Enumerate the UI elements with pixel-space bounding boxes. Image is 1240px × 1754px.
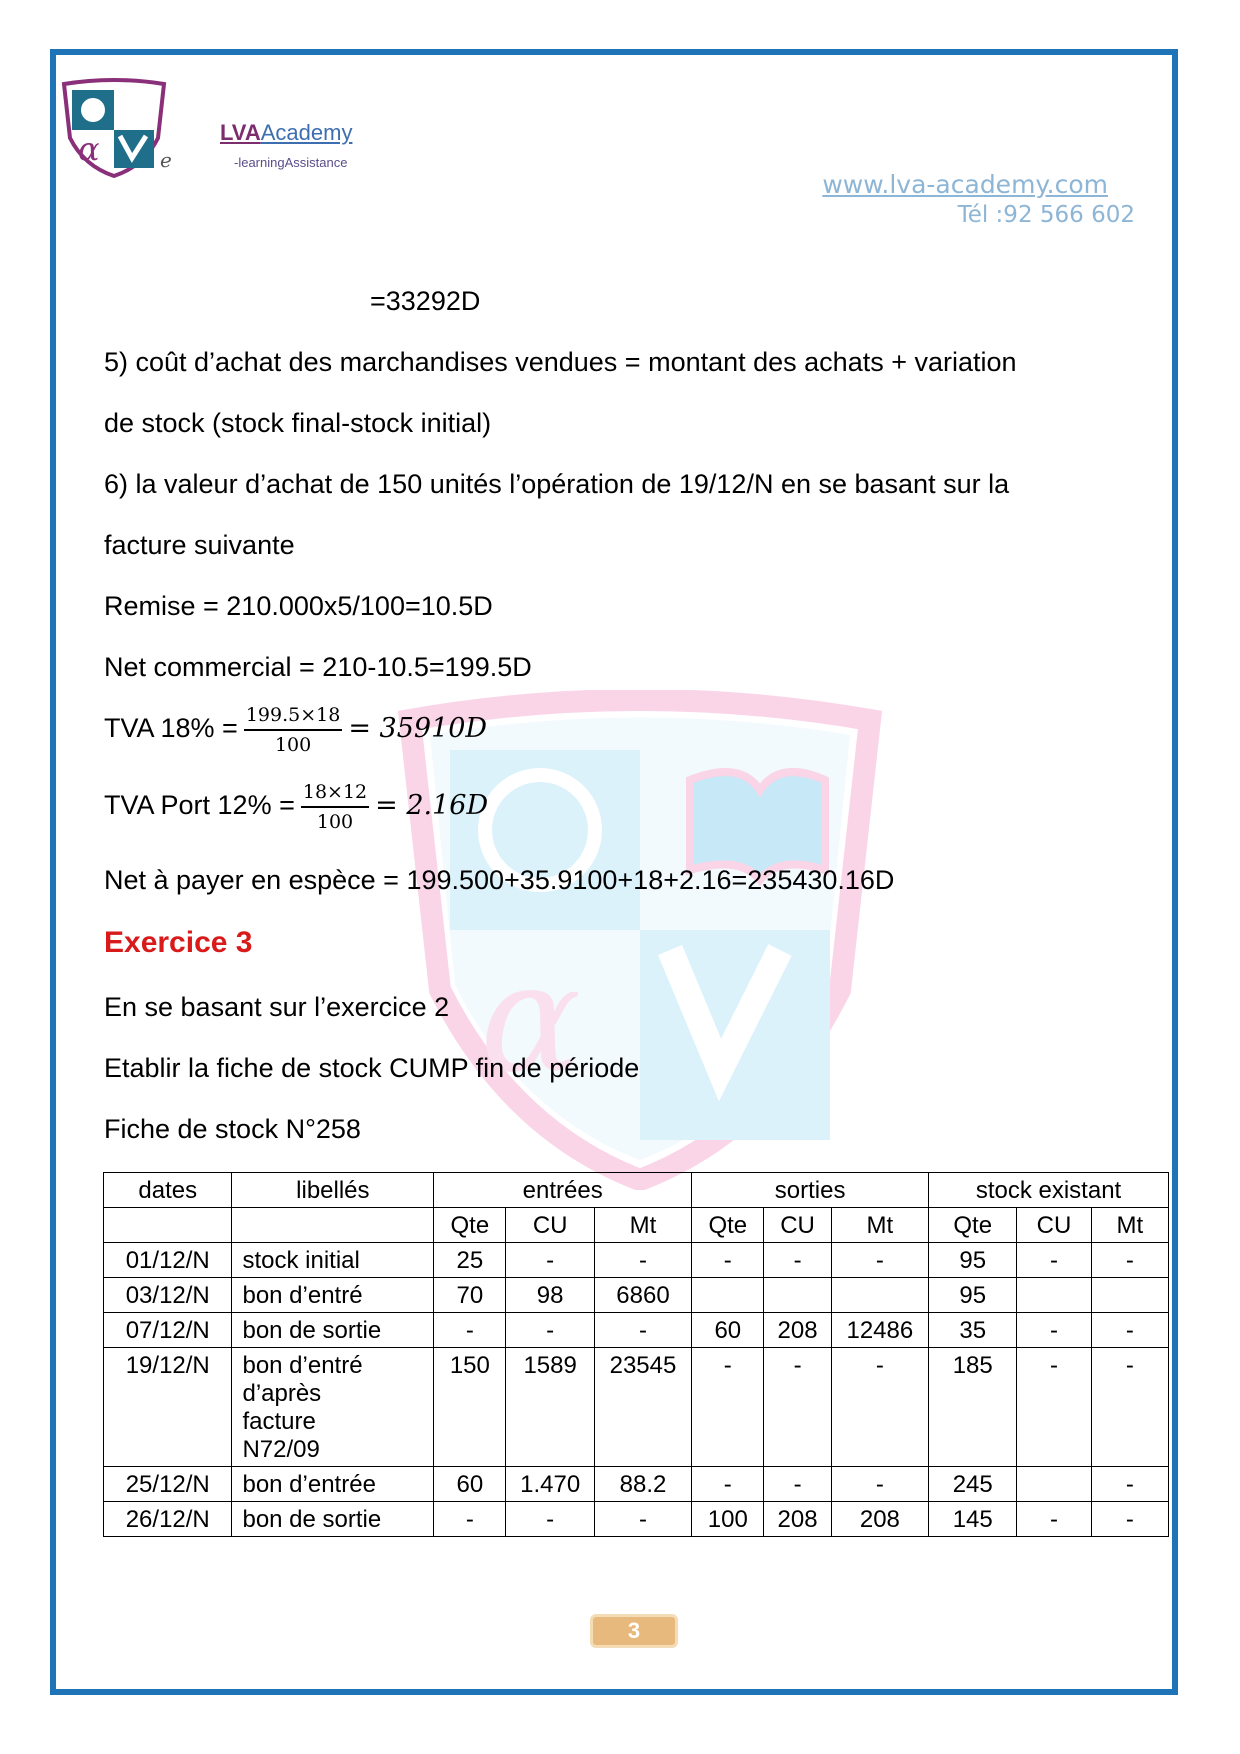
subheader-cell: Mt <box>831 1208 928 1243</box>
table-cell <box>104 1208 232 1243</box>
remise-line: Remise = 210.000x5/100=10.5D <box>104 591 493 621</box>
table-cell: 100 <box>692 1502 764 1537</box>
table-cell: 95 <box>929 1278 1017 1313</box>
table-cell: - <box>1091 1467 1168 1502</box>
phone-number: Tél :92 566 602 <box>957 202 1135 228</box>
date-cell: 03/12/N <box>104 1278 232 1313</box>
table-cell: - <box>506 1243 594 1278</box>
libelle-line: facture <box>242 1408 316 1435</box>
table-row <box>104 1243 1169 1278</box>
logo-letter: e <box>160 148 172 172</box>
libelle-cell <box>232 1348 434 1467</box>
page-number: 3 <box>590 1614 678 1648</box>
brand-name <box>220 120 352 146</box>
table-cell: 60 <box>692 1313 764 1348</box>
tva-port-line <box>104 781 488 833</box>
subheader-cell: Mt <box>1091 1208 1168 1243</box>
date-cell: 01/12/N <box>104 1243 232 1278</box>
table-cell: - <box>764 1348 831 1467</box>
table-cell: - <box>1091 1243 1168 1278</box>
header-libelles: libellés <box>232 1173 434 1208</box>
table-cell: - <box>831 1243 928 1278</box>
libelle-cell: bon de sortie <box>232 1313 434 1348</box>
table-cell: 6860 <box>594 1278 691 1313</box>
date-cell: 07/12/N <box>104 1313 232 1348</box>
table-subheader-row <box>104 1208 1169 1243</box>
lva-logo-icon <box>58 78 170 178</box>
table-cell: - <box>831 1467 928 1502</box>
subheader-cell: Qte <box>434 1208 506 1243</box>
table-cell: - <box>1017 1348 1091 1467</box>
table-row <box>104 1467 1169 1502</box>
table-cell: - <box>594 1243 691 1278</box>
table-cell: 150 <box>434 1348 506 1467</box>
tva-18-result: = 35910D <box>348 713 488 745</box>
table-cell: 208 <box>764 1313 831 1348</box>
table-cell: - <box>1091 1502 1168 1537</box>
brand-lva: LVA <box>220 120 261 145</box>
svg-text:α: α <box>480 932 582 1106</box>
table-header-row <box>104 1173 1169 1208</box>
header-entrees: entrées <box>434 1173 692 1208</box>
table-cell: - <box>434 1313 506 1348</box>
libelle-line: bon d’entré <box>242 1352 363 1379</box>
table-cell <box>831 1278 928 1313</box>
text-line-6: 6) la valeur d’achat de 150 unités l’opération de 19/12/N en se basant sur la <box>104 469 1010 499</box>
net-commercial-line: Net commercial = 210-10.5=199.5D <box>104 652 532 682</box>
libelle-cell: stock initial <box>232 1243 434 1278</box>
text-line-exo-1: En se basant sur l’exercice 2 <box>104 992 450 1022</box>
fiche-title: Fiche de stock N°258 <box>104 1114 361 1144</box>
table-cell: - <box>594 1313 691 1348</box>
table-cell <box>692 1278 764 1313</box>
text-line-5-cont: de stock (stock final-stock initial) <box>104 408 492 438</box>
table-row <box>104 1348 1169 1467</box>
table-cell <box>232 1208 434 1243</box>
header-stock: stock existant <box>929 1173 1169 1208</box>
exercise-title: Exercice 3 <box>104 926 253 959</box>
table-cell: - <box>692 1467 764 1502</box>
table-cell: 208 <box>764 1502 831 1537</box>
table-cell: 1.470 <box>506 1467 594 1502</box>
table-cell: 88.2 <box>594 1467 691 1502</box>
table-cell: - <box>1017 1313 1091 1348</box>
libelle-cell: bon de sortie <box>232 1502 434 1537</box>
table-cell: 1589 <box>506 1348 594 1467</box>
date-cell: 26/12/N <box>104 1502 232 1537</box>
table-cell: 245 <box>929 1467 1017 1502</box>
table-cell: - <box>1091 1313 1168 1348</box>
tva-port-label: TVA Port 12% = <box>104 790 295 821</box>
table-cell: - <box>594 1502 691 1537</box>
tva-port-numerator: 18×12 <box>301 781 369 808</box>
table-cell: - <box>1091 1348 1168 1467</box>
table-cell: - <box>692 1243 764 1278</box>
libelle-cell: bon d’entré <box>232 1278 434 1313</box>
table-cell: 145 <box>929 1502 1017 1537</box>
table-cell: 70 <box>434 1278 506 1313</box>
libelle-line: d’après <box>242 1380 322 1407</box>
tva-port-fraction <box>301 781 369 833</box>
subheader-cell: CU <box>1017 1208 1091 1243</box>
table-cell: - <box>764 1467 831 1502</box>
tva-port-result: = 2.16D <box>375 790 489 822</box>
table-cell: 25 <box>434 1243 506 1278</box>
tva-18-label: TVA 18% = <box>104 713 238 744</box>
date-cell: 19/12/N <box>104 1348 232 1467</box>
table-cell: - <box>434 1502 506 1537</box>
stock-table <box>103 1172 1169 1537</box>
table-cell <box>764 1278 831 1313</box>
tva-port-denominator: 100 <box>316 811 354 833</box>
brand-academy: Academy <box>260 120 353 145</box>
net-a-payer-line: Net à payer en espèce = 199.500+35.9100+18+2.16=235430.16D <box>104 865 895 895</box>
table-cell: - <box>506 1502 594 1537</box>
table-row <box>104 1502 1169 1537</box>
table-cell: 35 <box>929 1313 1017 1348</box>
subheader-cell: Qte <box>692 1208 764 1243</box>
subheader-cell: CU <box>506 1208 594 1243</box>
table-cell <box>1017 1467 1091 1502</box>
tva-18-denominator: 100 <box>274 734 312 756</box>
date-cell: 25/12/N <box>104 1467 232 1502</box>
table-cell: 208 <box>831 1502 928 1537</box>
header-sorties: sorties <box>692 1173 929 1208</box>
text-line-5: 5) coût d’achat des marchandises vendues = montant des achats + variation <box>104 347 1017 377</box>
tva-18-fraction <box>244 704 343 756</box>
table-cell: 23545 <box>594 1348 691 1467</box>
table-cell: - <box>1017 1502 1091 1537</box>
text-line-exo-2: Etablir la fiche de stock CUMP fin de période <box>104 1053 640 1083</box>
table-cell: - <box>692 1348 764 1467</box>
table-cell <box>1091 1278 1168 1313</box>
subheader-cell: CU <box>764 1208 831 1243</box>
shield-watermark-icon <box>370 690 910 1190</box>
libelle-line: N72/09 <box>242 1436 320 1463</box>
tva-18-line <box>104 704 487 756</box>
table-cell <box>1017 1278 1091 1313</box>
header-dates: dates <box>104 1173 232 1208</box>
table-cell: 185 <box>929 1348 1017 1467</box>
table-cell: 12486 <box>831 1313 928 1348</box>
table-cell: 98 <box>506 1278 594 1313</box>
subheader-cell: Qte <box>929 1208 1017 1243</box>
table-cell: - <box>764 1243 831 1278</box>
table-cell: - <box>1017 1243 1091 1278</box>
table-cell: 60 <box>434 1467 506 1502</box>
text-line-6-cont: facture suivante <box>104 530 295 560</box>
table-cell: - <box>831 1348 928 1467</box>
brand-tagline: -learningAssistance <box>234 155 348 170</box>
subheader-cell: Mt <box>594 1208 691 1243</box>
website-link[interactable]: www.lva-academy.com <box>822 170 1108 199</box>
table-cell: 95 <box>929 1243 1017 1278</box>
table-row <box>104 1278 1169 1313</box>
libelle-cell: bon d’entrée <box>232 1467 434 1502</box>
table-row <box>104 1313 1169 1348</box>
svg-text:α: α <box>78 130 100 168</box>
tva-18-numerator: 199.5×18 <box>244 704 343 731</box>
result-line: =33292D <box>370 286 481 316</box>
table-cell: - <box>506 1313 594 1348</box>
